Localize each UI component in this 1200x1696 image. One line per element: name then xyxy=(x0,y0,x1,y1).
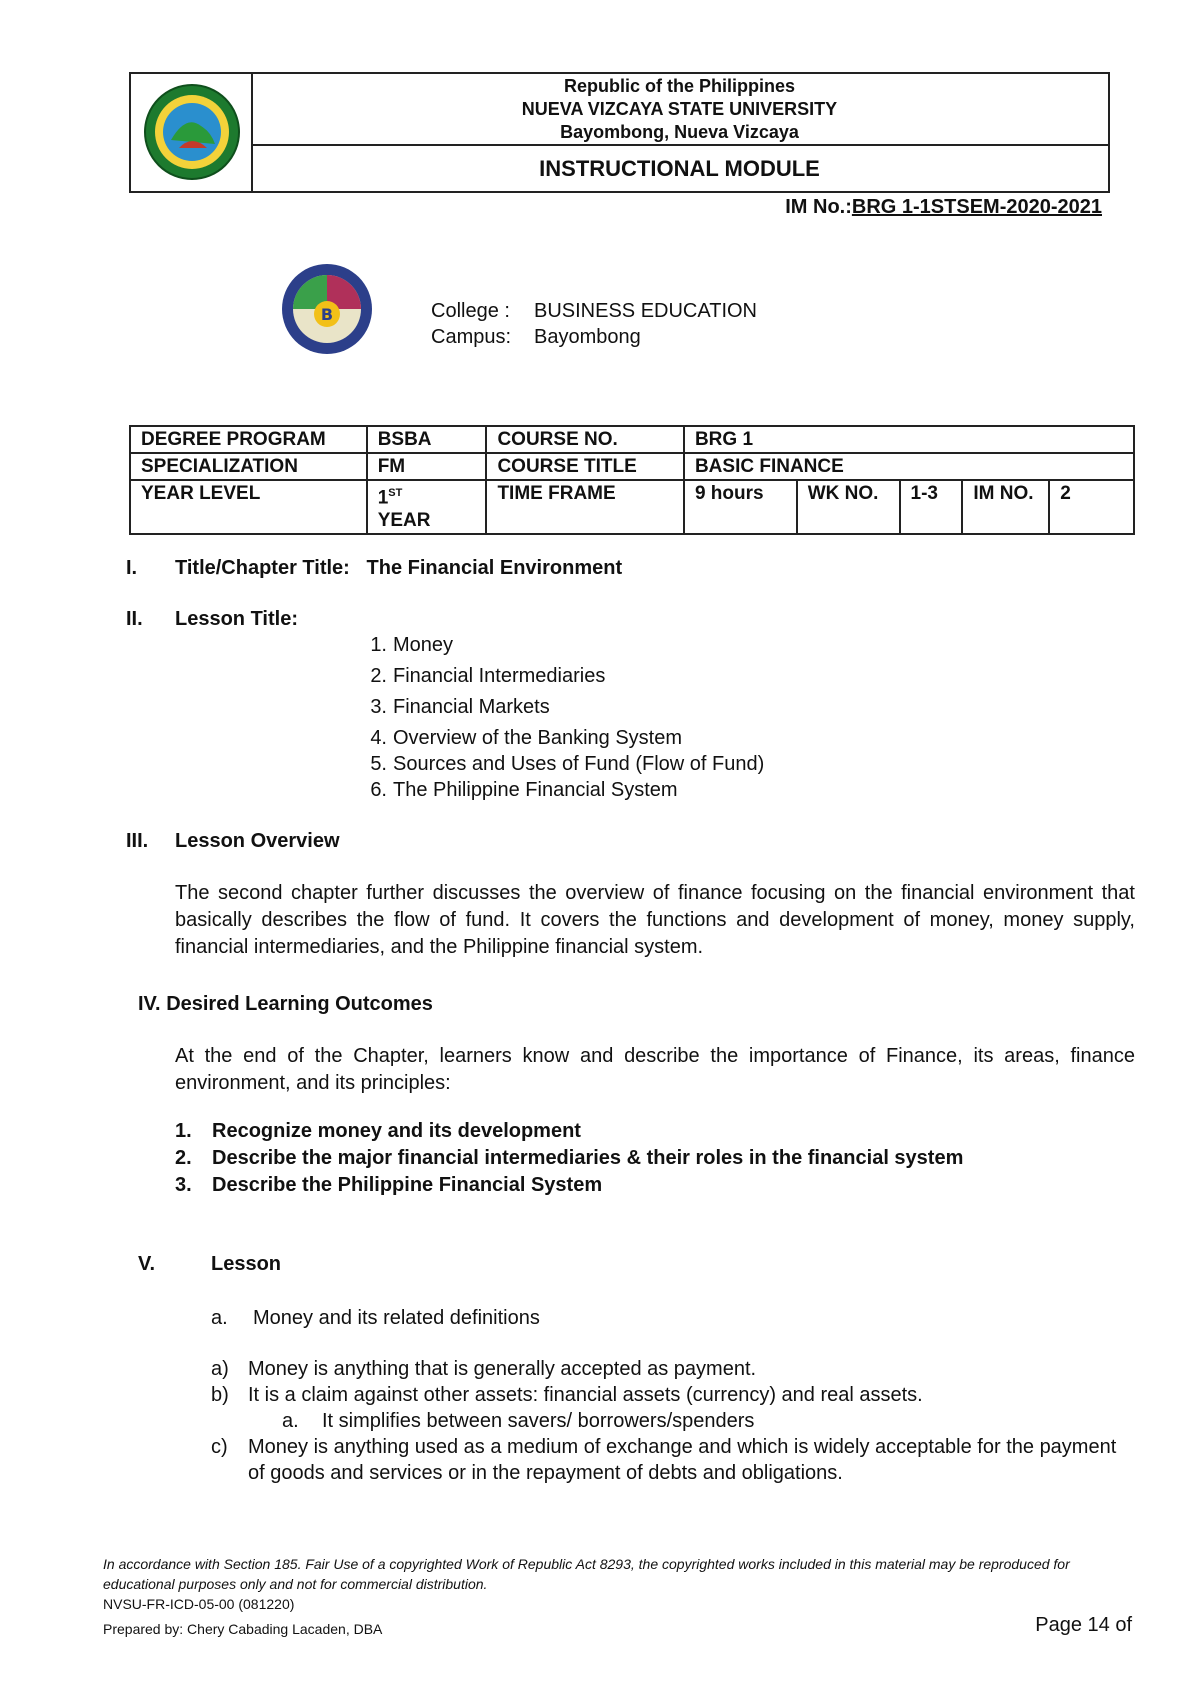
header-line-2: NUEVA VIZCAYA STATE UNIVERSITY xyxy=(521,99,838,119)
time-label: TIME FRAME xyxy=(486,480,684,534)
year-value-num: 1 xyxy=(377,487,389,509)
college-info xyxy=(431,298,757,350)
section-label: Title/Chapter Title: xyxy=(175,557,350,579)
header-logo-cell xyxy=(131,74,253,191)
course-title-value: BASIC FINANCE xyxy=(684,453,1134,480)
course-title-label: COURSE TITLE xyxy=(486,453,684,480)
list-item: 2. Describe the major financial intermediaries & their roles in the financial system xyxy=(175,1147,964,1169)
university-seal-icon xyxy=(131,74,251,191)
section-number: IV. xyxy=(138,993,161,1015)
wk-label: WK NO. xyxy=(797,480,900,534)
wk-value: 1-3 xyxy=(900,480,963,534)
lesson-sub-text: Money and its related definitions xyxy=(253,1307,540,1329)
header-institution xyxy=(251,74,1108,145)
list-item: 1. Recognize money and its development xyxy=(175,1120,581,1142)
im-number-value: BRG 1-1STSEM-2020-2021 xyxy=(851,196,1102,218)
header-line-3: Bayombong, Nueva Vizcaya xyxy=(560,122,799,142)
im-number xyxy=(785,196,1102,219)
list-item: c) Money is anything used as a medium of exchange and which is widely acceptable for the payment of goods and services or in the repayment of debts and obligations. xyxy=(211,1436,1117,1484)
lesson-subheading xyxy=(211,1305,540,1331)
campus-value: Bayombong xyxy=(534,326,641,348)
section-number: III. xyxy=(126,830,149,852)
im-value: 2 xyxy=(1049,480,1134,534)
college-label: College : xyxy=(431,300,510,322)
list-item: 1. Money xyxy=(370,634,454,656)
section-number: II. xyxy=(126,608,143,630)
college-seal-icon xyxy=(280,262,374,356)
section-label: Lesson xyxy=(211,1253,282,1275)
form-code: NVSU-FR-ICD-05-00 (081220) xyxy=(103,1596,295,1612)
table-row xyxy=(130,480,1134,534)
course-info-table xyxy=(129,425,1135,535)
section-label: Desired Learning Outcomes xyxy=(166,993,433,1015)
section-outcomes xyxy=(138,993,433,1016)
section-lesson-title xyxy=(126,608,298,631)
list-item: 3. Financial Markets xyxy=(370,696,550,718)
list-item: 4. Overview of the Banking System xyxy=(370,727,683,749)
section-lesson xyxy=(138,1253,281,1276)
document-header xyxy=(129,72,1110,193)
outcomes-intro: At the end of the Chapter, learners know and describe the importance of Finance, its areas, finance environment, and its principles: xyxy=(175,1045,1135,1094)
section-overview xyxy=(126,830,340,853)
section-label: Lesson Title: xyxy=(175,608,298,630)
copyright-note: In accordance with Section 185. Fair Use of a copyrighted Work of Republic Act 8293, the copyrighted works included in this material may be reproduced for educational purposes only and not for commercial distribution. xyxy=(103,1556,1070,1592)
svg-text:B: B xyxy=(320,305,334,324)
year-value-sup: ST xyxy=(388,487,403,499)
course-no-value: BRG 1 xyxy=(684,426,1134,453)
campus-label: Campus: xyxy=(431,326,512,348)
im-label: IM NO. xyxy=(962,480,1049,534)
year-label: YEAR LEVEL xyxy=(130,480,367,534)
lesson-sub-marker: a. xyxy=(211,1307,228,1329)
section-title xyxy=(126,557,622,580)
section-number: I. xyxy=(126,557,138,579)
section-number: V. xyxy=(138,1253,156,1275)
page-number: Page 14 of xyxy=(1035,1614,1132,1636)
degree-value: BSBA xyxy=(367,426,487,453)
course-no-label: COURSE NO. xyxy=(486,426,684,453)
table-row xyxy=(130,453,1134,480)
list-item: a. It simplifies between savers/ borrowers/spenders xyxy=(282,1410,755,1432)
section-label: Lesson Overview xyxy=(175,830,340,852)
module-title: INSTRUCTIONAL MODULE xyxy=(251,144,1108,191)
list-item: a) Money is anything that is generally accepted as payment. xyxy=(211,1358,757,1380)
list-item: 6. The Philippine Financial System xyxy=(370,779,678,801)
spec-value: FM xyxy=(367,453,487,480)
spec-label: SPECIALIZATION xyxy=(130,453,367,480)
list-item: 2. Financial Intermediaries xyxy=(370,665,606,687)
time-value: 9 hours xyxy=(684,480,797,534)
year-value-word: YEAR xyxy=(377,510,431,532)
header-line-1: Republic of the Philippines xyxy=(563,76,795,96)
list-item: 5. Sources and Uses of Fund (Flow of Fund) xyxy=(370,753,765,775)
overview-paragraph: The second chapter further discusses the overview of finance focusing on the financial environment that basically describes the flow of fund. It covers the functions and development of money, money supply, financial intermediaries, and the Philippine financial system. xyxy=(175,882,1135,958)
im-number-label: IM No.: xyxy=(785,196,852,218)
chapter-title: The Financial Environment xyxy=(366,557,623,579)
table-row xyxy=(130,426,1134,453)
list-item: 3. Describe the Philippine Financial System xyxy=(175,1174,603,1196)
list-item: b) It is a claim against other assets: financial assets (currency) and real assets. xyxy=(211,1384,923,1406)
year-value xyxy=(367,480,487,534)
prepared-by: Prepared by: Chery Cabading Lacaden, DBA xyxy=(103,1621,383,1637)
college-value: BUSINESS EDUCATION xyxy=(534,300,757,322)
degree-label: DEGREE PROGRAM xyxy=(130,426,367,453)
